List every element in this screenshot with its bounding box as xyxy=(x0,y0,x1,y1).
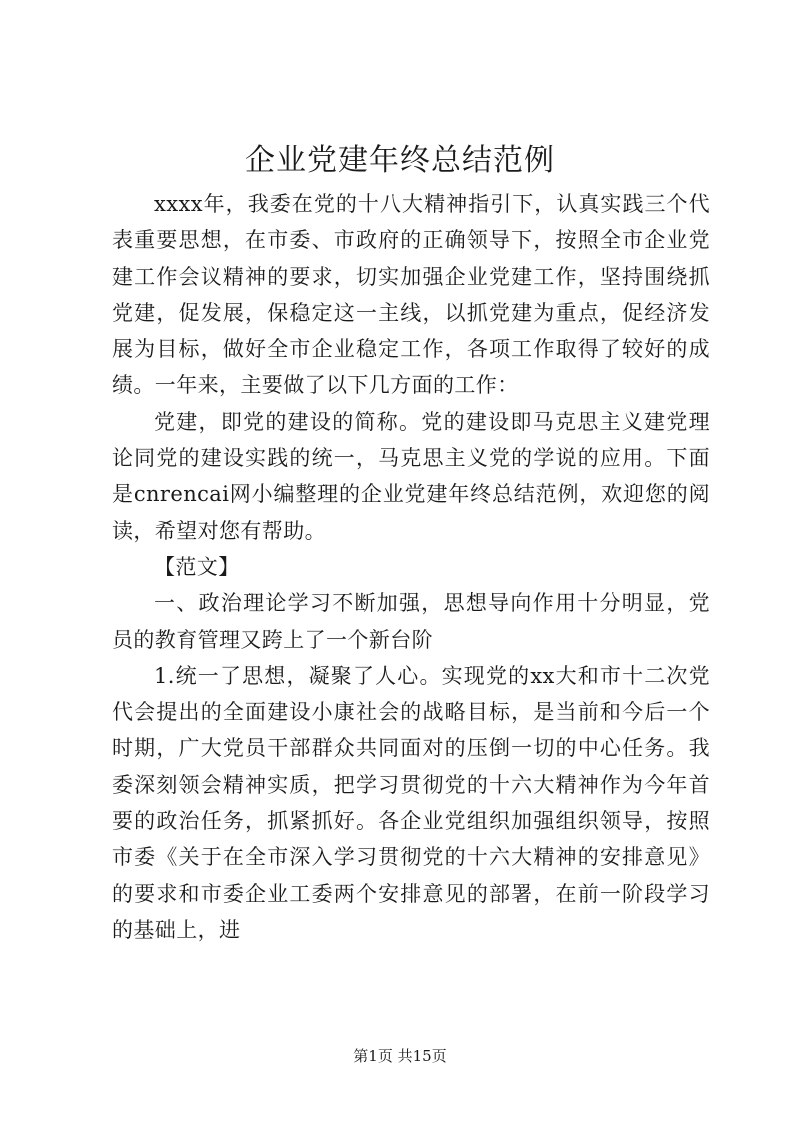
page-number: 第1页 共15页 xyxy=(353,1047,447,1065)
paragraph-intro: xxxx年，我委在党的十八大精神指引下，认真实践三个代表重要思想，在市委、市政府的正确领导下，按照全市企业党建工作会议精神的要求，切实加强企业党建工作，坚持围绕抓党建，促发展，保稳定这一主线，以抓党建为重点，促经济发展为目标，做好全市企业稳定工作，各项工作取得了较好的成绩。一年来，主要做了以下几方面的工作： xyxy=(112,192,710,398)
document-title: 企业党建年终总结范例 xyxy=(245,143,555,178)
paragraph-section-heading: 一、政治理论学习不断加强，思想导向作用十分明显，党员的教育管理又跨上了一个新台阶 xyxy=(112,591,710,652)
paragraph-sample-label: 【范文】 xyxy=(154,554,240,579)
document-body xyxy=(112,186,710,948)
paragraph-item-1: 1.统一了思想，凝聚了人心。实现党的xx大和市十二次党代会提出的全面建设小康社会的战略目标，是当前和今后一个时期，广大党员干部群众共同面对的压倒一切的中心任务。我委深刻领会精神实质，把学习贯彻党的十六大精神作为今年首要的政治任务，抓紧抓好。各企业党组织加强组织领导，按照市委《关于在全市深入学习贯彻党的十六大精神的安排意见》的要求和市委企业工委两个安排意见的部署，在前一阶段学习的基础上，进 xyxy=(112,663,710,942)
paragraph-definition: 党建，即党的建设的简称。党的建设即马克思主义建党理论同党的建设实践的统一，马克思主义党的学说的应用。下面是cnrencai网小编整理的企业党建年终总结范例，欢迎您的阅读，希望对您有帮助。 xyxy=(112,409,710,543)
